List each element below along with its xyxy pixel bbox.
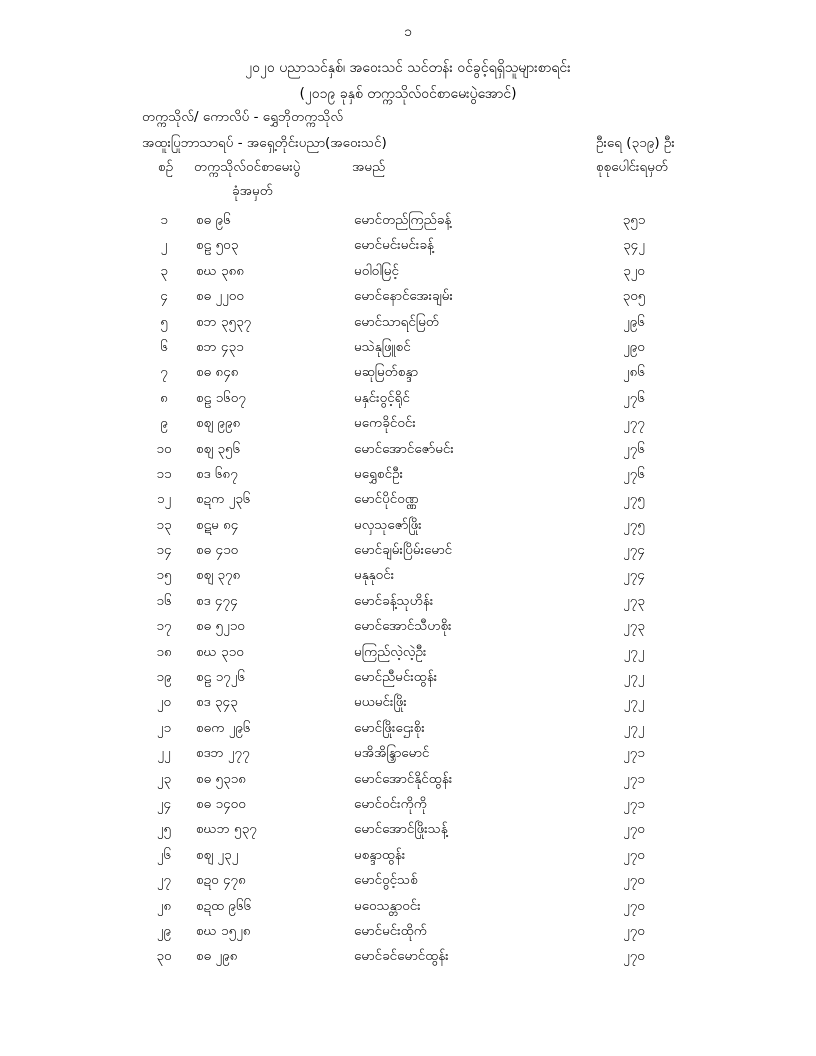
row-name: မောင်ဖြိုးဌေးစိုး — [354, 719, 425, 736]
row-name: မစန္ဒာထွန်း — [354, 846, 406, 863]
row-number: ၅ — [160, 313, 168, 330]
row-number: ၁၂ — [156, 491, 172, 508]
table-row — [0, 641, 816, 666]
row-score: ၂၇၁ — [623, 795, 645, 812]
row-number: ၇ — [160, 364, 168, 381]
page-number: ၁ — [404, 24, 412, 40]
row-number: ၂ — [160, 237, 168, 254]
table-row — [0, 514, 816, 539]
table-row — [0, 361, 816, 386]
row-score: ၂၇၂ — [623, 719, 645, 736]
row-reg-number: စဓ ၉၆ — [196, 212, 231, 228]
row-name: မလှသုဇော်ဖြိုး — [354, 516, 422, 533]
row-reg-number: စဍက ၂၃၆ — [196, 491, 251, 508]
row-score: ၂၇၆ — [623, 465, 645, 482]
row-name: မကြည်လဲ့လဲ့ဦး — [354, 643, 427, 660]
table-row — [0, 564, 816, 589]
row-number: ၃၀ — [156, 948, 172, 965]
row-reg-number: စဃ ၃၁၀ — [196, 643, 244, 660]
table-row — [0, 438, 816, 463]
row-reg-number: စဃဘ ၅၃၇ — [196, 821, 257, 838]
row-number: ၂၃ — [156, 770, 172, 787]
row-reg-number: စဘ ၃၅၃၇ — [196, 313, 252, 330]
row-name: မယမင်းဖြိုး — [354, 694, 407, 711]
table-row — [0, 463, 816, 488]
row-score: ၂၇၂ — [623, 669, 645, 686]
table-row — [0, 818, 816, 843]
row-reg-number: စဍဝ ၄၇၈ — [196, 872, 246, 889]
row-name: မောင်အောင်ဇော်မင်း — [354, 440, 454, 457]
row-number: ၂၅ — [156, 821, 172, 838]
row-score: ၂၇၀ — [623, 846, 645, 863]
row-score: ၂၇၆ — [623, 440, 645, 457]
row-reg-number: စဈ ၂၃၂ — [196, 846, 239, 863]
row-reg-number: စဠ ၁၇၂၆ — [196, 669, 245, 686]
row-number: ၁၁ — [156, 465, 172, 482]
table-row — [0, 590, 816, 615]
row-name: မရွှေစင်ဦး — [354, 465, 404, 482]
row-number: ၁၃ — [156, 516, 172, 533]
row-number: ၃ — [160, 262, 168, 279]
row-name: မောင်သာရင်မြတ် — [354, 313, 440, 330]
table-row — [0, 768, 816, 793]
row-number: ၉ — [160, 415, 168, 432]
row-score: ၂၇၄ — [623, 542, 645, 559]
row-reg-number: စဒ ၃၄၃ — [196, 694, 238, 711]
row-score: ၂၇၀ — [623, 948, 645, 965]
row-number: ၂၀ — [156, 694, 172, 711]
table-row — [0, 945, 816, 970]
row-name: မဝါဝါမြင့် — [354, 262, 400, 279]
row-name: မောင်မင်းထိုက် — [354, 922, 427, 939]
row-score: ၂၇၃ — [623, 592, 645, 609]
row-number: ၁၅ — [156, 567, 172, 584]
row-number: ၁၇ — [156, 618, 172, 635]
row-name: မဝေသန္တာဝင်း — [354, 897, 421, 914]
table-row — [0, 336, 816, 361]
row-score: ၂၇၄ — [623, 567, 645, 584]
university-label: တက္ကသိုလ်/ ကောလိပ် - ရွှေဘိုတက္ကသိုလ် — [142, 109, 344, 125]
row-reg-number: စဓက ၂၉၆ — [196, 719, 251, 736]
total-count: ဦးရေ (၃၁၉) ဦး — [596, 135, 675, 151]
table-row — [0, 311, 816, 336]
table-row — [0, 793, 816, 818]
row-name: မဆုမြတ်စန္ဒာ — [354, 364, 419, 381]
row-reg-number: စဍထ ၉၆၆ — [196, 897, 252, 914]
table-row — [0, 615, 816, 640]
table-row — [0, 742, 816, 767]
row-number: ၁ — [160, 212, 168, 228]
row-name: မောင်ဝင်းကိုကို — [354, 795, 427, 812]
row-name: မောင်ညီမင်းထွန်း — [354, 669, 438, 686]
table-row — [0, 209, 816, 234]
table-row — [0, 869, 816, 894]
row-reg-number: စဈ ၃၇၈ — [196, 567, 241, 584]
row-score: ၂၇၁ — [623, 745, 645, 762]
row-name: မသဲနုဖြူစင် — [354, 338, 411, 355]
row-name: မကေခိုင်ဝင်း — [354, 415, 416, 432]
row-score: ၃၄၂ — [623, 237, 645, 254]
row-score: ၂၇၃ — [623, 618, 645, 635]
header-reg: တက္ကသိုလ်ဝင်စာမေးပွဲ — [194, 159, 301, 175]
row-score: ၃၂၀ — [623, 262, 645, 279]
row-number: ၁၈ — [156, 643, 172, 660]
document-subtitle: (၂၀၁၉ ခုနှစ် တက္ကသိုလ်ဝင်စာမေးပွဲအောင်) — [299, 86, 517, 102]
major-label: အထူးပြုဘာသာရပ် - အရှေ့တိုင်းပညာ(အဝေးသင်) — [142, 135, 387, 151]
row-reg-number: စဒ ၄၇၄ — [196, 592, 238, 609]
row-reg-number: စဈ ၃၅၆ — [196, 440, 241, 457]
row-reg-number: စဓ ၈၄၈ — [196, 364, 239, 381]
row-reg-number: စဓ ၂၂၀၀ — [196, 288, 244, 305]
row-score: ၂၇၁ — [623, 770, 645, 787]
header-name: အမည် — [352, 159, 386, 175]
row-score: ၂၇၆ — [623, 389, 645, 406]
row-score: ၂၇၅ — [623, 516, 645, 533]
row-score: ၂၇၀ — [623, 897, 645, 914]
row-name: မအိအိန္ဒြာမောင် — [354, 745, 430, 762]
row-reg-number: စဃ ၃၈၈ — [196, 262, 245, 279]
row-score: ၂၇၇ — [623, 415, 645, 432]
row-number: ၁၉ — [156, 669, 172, 686]
row-reg-number: စဠ ၁၆၀၇ — [196, 389, 246, 406]
row-name: မောင်ခင်မောင်ထွန်း — [354, 948, 449, 965]
row-reg-number: စဃ ၁၅၂၈ — [196, 922, 251, 939]
table-row — [0, 234, 816, 259]
header-no: စဉ် — [158, 159, 174, 175]
row-reg-number: စဒဘ ၂၇၇ — [196, 745, 250, 762]
row-score: ၂၉၀ — [623, 338, 645, 355]
row-number: ၂၇ — [156, 872, 172, 889]
row-name: မောင်အောင်သီဟစိုး — [354, 618, 452, 635]
row-name: မောင်ပိုင်ဝဏ္ဏ — [354, 491, 419, 508]
row-reg-number: စဋမ ၈၄ — [196, 516, 239, 533]
row-number: ၂၈ — [156, 897, 172, 914]
row-number: ၆ — [160, 338, 168, 355]
row-name: မောင်မင်းမင်းခန့် — [354, 237, 434, 254]
row-score: ၂၇၅ — [623, 491, 645, 508]
table-row — [0, 387, 816, 412]
results-list — [0, 209, 816, 971]
row-score: ၂၇၂ — [623, 694, 645, 711]
row-number: ၂၉ — [156, 922, 172, 939]
row-score: ၂၇၀ — [623, 922, 645, 939]
row-number: ၁၄ — [156, 542, 172, 559]
row-score: ၂၇၂ — [623, 643, 645, 660]
row-reg-number: စဠ ၅၀၃ — [196, 237, 239, 254]
row-score: ၂၈၆ — [623, 364, 645, 381]
row-reg-number: စဒ ၆၈၇ — [196, 465, 238, 482]
header-reg-line2: ခုံအမှတ် — [232, 183, 273, 199]
row-reg-number: စဓ ၅၃၁၈ — [196, 770, 246, 787]
row-reg-number: စဈ ၉၉၈ — [196, 415, 241, 432]
row-reg-number: စဓ ၅၂၁၀ — [196, 618, 245, 635]
table-row — [0, 412, 816, 437]
row-name: မနှင်းဝွင့်ရိုင် — [354, 389, 410, 406]
table-row — [0, 895, 816, 920]
document-title: ၂၀၂၀ ပညာသင်နှစ်၊ အဝေးသင် သင်တန်း ဝင်ခွင့်ရရှိသူများစာရင်း — [245, 60, 571, 76]
row-number: ၁၆ — [156, 592, 172, 609]
table-row — [0, 717, 816, 742]
row-score: ၂၉၆ — [623, 313, 645, 330]
row-number: ၂၄ — [156, 795, 172, 812]
table-row — [0, 844, 816, 869]
table-row — [0, 285, 816, 310]
table-row — [0, 260, 816, 285]
row-reg-number: စဓ ၄၁၀ — [196, 542, 239, 559]
row-reg-number: စဓ ၁၄၀၀ — [196, 795, 246, 812]
row-number: ၂၁ — [156, 719, 172, 736]
row-score: ၂၇၀ — [623, 821, 645, 838]
row-number: ၁၀ — [156, 440, 172, 457]
row-reg-number: စဘ ၄၃၁ — [196, 338, 244, 355]
table-row — [0, 920, 816, 945]
row-score: ၃၀၅ — [622, 288, 646, 305]
row-number: ၄ — [160, 288, 168, 305]
table-row — [0, 488, 816, 513]
header-score: စုစုပေါင်းရမှတ် — [596, 159, 669, 175]
row-name: မောင်ခန့်သုဟိန်း — [354, 592, 434, 609]
row-score: ၃၅၁ — [622, 212, 646, 228]
row-name: မနုနုဝင်း — [354, 567, 395, 584]
row-name: မောင်တည်ကြည်ခန့် — [354, 212, 452, 228]
row-name: မောင်နောင်အေးချမ်း — [354, 288, 453, 305]
row-number: ၈ — [160, 389, 168, 406]
row-name: မောင်အောင်ဖြိုးသန့် — [354, 821, 448, 838]
row-number: ၂၆ — [156, 846, 172, 863]
row-name: မောင်ချမ်းပြိမ်းမောင် — [354, 542, 453, 559]
table-row — [0, 539, 816, 564]
row-reg-number: စဓ ၂၉၈ — [196, 948, 238, 965]
table-row — [0, 691, 816, 716]
row-name: မောင်ဝွင့်သစ် — [354, 872, 418, 889]
table-row — [0, 666, 816, 691]
row-score: ၂၇၀ — [623, 872, 645, 889]
row-number: ၂၂ — [157, 745, 171, 762]
row-name: မောင်အောင်နိုင်ထွန်း — [354, 770, 453, 787]
